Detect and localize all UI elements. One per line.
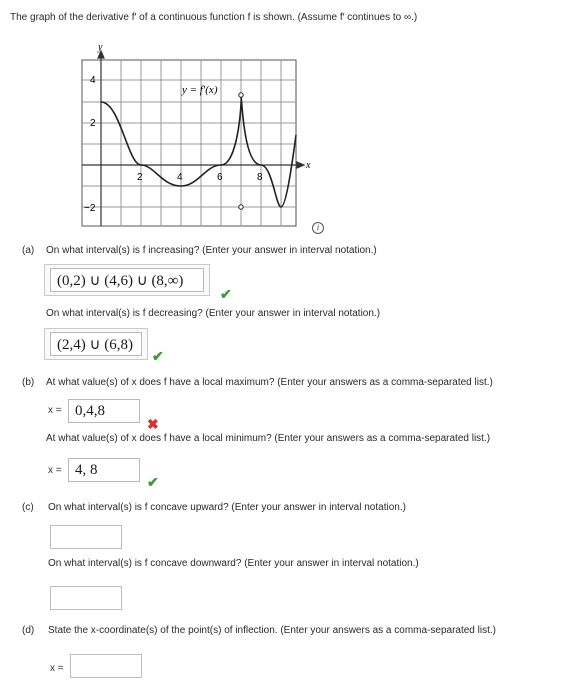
y-tick-2: 2 [90, 118, 96, 129]
part-c-question-1: On what interval(s) is f concave upward? (Enter your answer in interval notation.) [48, 502, 406, 513]
x-tick-6: 6 [217, 172, 223, 183]
y-tick-4: 4 [90, 75, 96, 86]
part-d-answer-input[interactable] [70, 654, 142, 678]
part-b-x-prefix-1: x = [48, 405, 62, 416]
part-a-question-1: On what interval(s) is f increasing? (Enter your answer in interval notation.) [46, 245, 377, 256]
part-d-label: (d) [22, 625, 35, 636]
x-tick-2: 2 [137, 172, 143, 183]
part-c-answer-1-input[interactable] [50, 525, 122, 549]
part-b-question-1: At what value(s) of x does f have a local maximum? (Enter your answers as a comma-separated list.) [46, 377, 493, 388]
y-axis-label: y [98, 42, 103, 53]
x-tick-8: 8 [257, 172, 263, 183]
part-b-answer-1-input[interactable]: 0,4,8 [68, 399, 140, 423]
part-c-question-2: On what interval(s) is f concave downward? (Enter your answer in interval notation.) [48, 558, 419, 569]
x-axis-label: x [306, 160, 311, 171]
incorrect-x-icon: ✖ [147, 416, 159, 432]
part-a-answer-1-input[interactable]: (0,2) ∪ (4,6) ∪ (8,∞) [50, 268, 204, 292]
curve-endpoint-open [239, 93, 243, 97]
correct-check-icon: ✔ [147, 474, 159, 490]
part-b-label: (b) [22, 377, 35, 388]
curve-label: y = f′(x) [182, 84, 218, 96]
part-a-answer-2-input[interactable]: (2,4) ∪ (6,8) [50, 332, 142, 356]
curve-endpoint-open-2 [239, 205, 243, 209]
part-d-question-1: State the x-coordinate(s) of the point(s) of inflection. (Enter your answers as a comma-separated list.) [48, 625, 496, 636]
part-d-x-prefix: x = [50, 663, 64, 674]
correct-check-icon: ✔ [220, 286, 232, 302]
part-b-question-2: At what value(s) of x does f have a local minimum? (Enter your answers as a comma-separated list.) [46, 433, 491, 444]
intro-text: The graph of the derivative f′ of a continuous function f is shown. (Assume f′ continues to ∞.) [10, 12, 418, 23]
info-circle-icon[interactable]: i [312, 222, 324, 234]
derivative-graph [70, 40, 320, 240]
part-c-label: (c) [22, 502, 34, 513]
part-a-question-2: On what interval(s) is f decreasing? (Enter your answer in interval notation.) [46, 308, 381, 319]
part-b-answer-2-input[interactable]: 4, 8 [68, 458, 140, 482]
part-c-answer-2-input[interactable] [50, 586, 122, 610]
part-b-x-prefix-2: x = [48, 465, 62, 476]
x-tick-4: 4 [177, 172, 183, 183]
part-a-label: (a) [22, 245, 35, 256]
y-tick-neg2: −2 [84, 203, 96, 214]
correct-check-icon: ✔ [152, 348, 164, 364]
